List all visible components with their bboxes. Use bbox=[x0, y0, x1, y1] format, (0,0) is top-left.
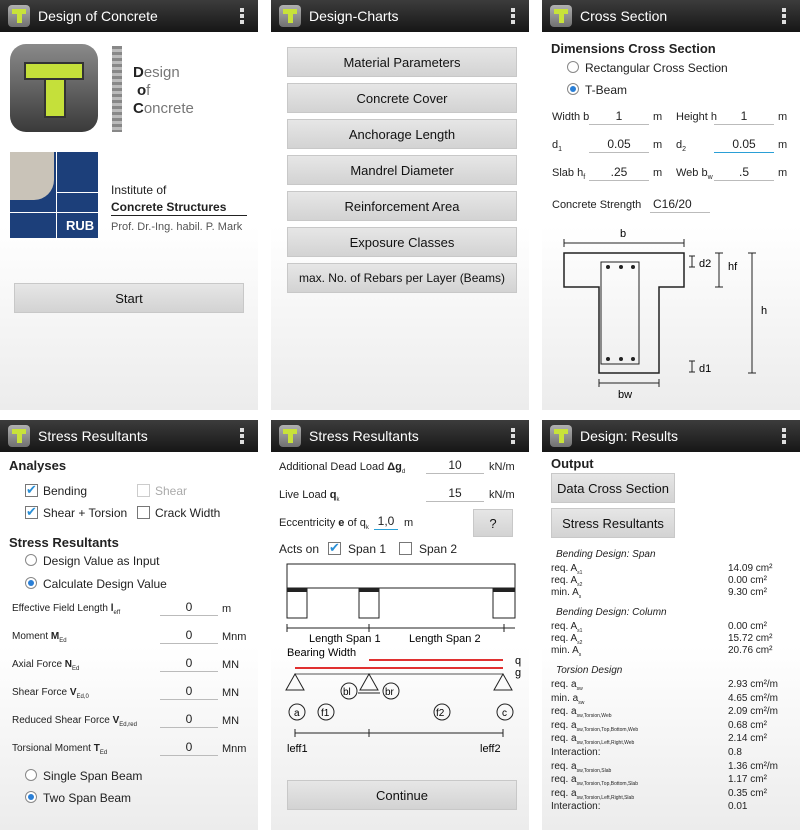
svg-text:d2: d2 bbox=[699, 258, 712, 270]
screen-title: Cross Section bbox=[580, 8, 668, 24]
row-label: Effective Field Length $l_{eff}$ bbox=[12, 603, 121, 616]
app-logo-icon bbox=[8, 5, 30, 27]
overflow-menu-icon[interactable] bbox=[782, 8, 786, 24]
tbeam-label: T-Beam bbox=[585, 83, 628, 97]
slab-input[interactable]: .25 bbox=[589, 165, 649, 181]
svg-text:f1: f1 bbox=[321, 708, 330, 719]
result-label: req. $a_{sw,Torsion,Top,Bottom,Web}$ bbox=[551, 719, 639, 733]
help-button[interactable]: ? bbox=[473, 509, 513, 537]
height-input[interactable]: 1 bbox=[714, 109, 774, 125]
row-label: Torsional Moment $T_{Ed}$ bbox=[12, 743, 108, 756]
unit-label: m bbox=[778, 111, 788, 123]
shear-torsion-label: Shear + Torsion bbox=[43, 506, 128, 520]
app-logo-icon bbox=[8, 425, 30, 447]
action-bar bbox=[542, 420, 800, 452]
result-value: 2.93 cm²/m bbox=[728, 679, 779, 690]
result-value: 0.8 bbox=[728, 747, 742, 758]
result-value: 0.35 cm² bbox=[728, 787, 767, 799]
result-value: 0.00 cm² bbox=[728, 575, 767, 586]
result-label: Interaction: bbox=[551, 801, 601, 813]
overflow-menu-icon[interactable] bbox=[511, 8, 515, 24]
crack-width-checkbox[interactable] bbox=[137, 506, 150, 519]
screen-cross-section bbox=[542, 0, 800, 410]
slab-label: Slab $h_f$ bbox=[552, 167, 586, 182]
screen-home bbox=[0, 0, 258, 410]
row-label: Reduced Shear Force $V_{Ed,red}$ bbox=[12, 715, 137, 728]
unit-label: m bbox=[653, 111, 663, 123]
bending-label: Bending bbox=[43, 484, 88, 498]
result-label: req. $a_{sw,Torsion,Web}$ bbox=[551, 706, 612, 720]
shear-label: Shear bbox=[155, 484, 188, 498]
result-value: 4.65 cm²/m bbox=[728, 692, 779, 704]
action-bar bbox=[271, 0, 529, 32]
result-label: req. $A_{s1}$ bbox=[551, 621, 583, 634]
max-rebars-button[interactable]: max. No. of Rebars per Layer (Beams) bbox=[287, 263, 517, 293]
svg-text:leff2: leff2 bbox=[480, 743, 501, 755]
reduced-shear-input[interactable]: 0 bbox=[160, 712, 218, 728]
web-label: Web $b_w$ bbox=[676, 167, 713, 182]
svg-text:g: g bbox=[515, 667, 522, 679]
screen-stress-resultants bbox=[0, 420, 258, 830]
overflow-menu-icon[interactable] bbox=[240, 428, 244, 444]
svg-text:bw: bw bbox=[618, 389, 633, 401]
app-logo-icon bbox=[550, 425, 572, 447]
svg-text:c: c bbox=[502, 708, 507, 719]
result-value: 0.00 cm² bbox=[728, 621, 767, 632]
institute-line1: Institute of bbox=[111, 183, 167, 197]
screen-results bbox=[542, 420, 800, 830]
overflow-menu-icon[interactable] bbox=[240, 8, 244, 24]
svg-text:b: b bbox=[620, 228, 627, 240]
data-cross-section-button[interactable]: Data Cross Section bbox=[551, 473, 675, 503]
result-value: 15.72 cm² bbox=[728, 633, 773, 644]
overflow-menu-icon[interactable] bbox=[511, 428, 515, 444]
calculate-design-radio[interactable] bbox=[25, 577, 37, 589]
d1-label: $d_1$ bbox=[552, 139, 563, 154]
rub-logo: RUB bbox=[10, 152, 98, 238]
unit-label: kN/m bbox=[489, 489, 515, 501]
d2-input[interactable]: 0.05 bbox=[714, 137, 774, 153]
app-logo bbox=[10, 44, 98, 132]
action-bar bbox=[271, 420, 529, 452]
mandrel-diameter-button[interactable]: Mandrel Diameter bbox=[287, 155, 517, 185]
section-heading: Dimensions Cross Section bbox=[551, 41, 716, 56]
result-label: req. $a_{sw,Torsion,Left,Right,Web}$ bbox=[551, 733, 635, 747]
screen-stress-resultants-loads bbox=[271, 420, 529, 830]
result-label: req. $A_{s2}$ bbox=[551, 633, 583, 646]
d2-label: $d_2$ bbox=[676, 139, 687, 154]
single-span-label: Single Span Beam bbox=[43, 769, 143, 783]
acts-on-label: Acts on bbox=[279, 542, 320, 556]
beam-diagram bbox=[271, 560, 529, 760]
action-bar bbox=[0, 420, 258, 452]
reinforcement-area-button[interactable]: Reinforcement Area bbox=[287, 191, 517, 221]
svg-text:leff1: leff1 bbox=[287, 743, 308, 755]
screen-title: Design: Results bbox=[580, 428, 679, 444]
stress-resultants-heading: Stress Resultants bbox=[9, 535, 119, 550]
rebar-graphic bbox=[112, 46, 122, 132]
result-label: req. $A_{s1}$ bbox=[551, 563, 583, 576]
app-logo-icon bbox=[279, 425, 301, 447]
result-label: min. $A_s$ bbox=[551, 645, 582, 658]
svg-text:br: br bbox=[385, 687, 394, 698]
eccentricity-input[interactable]: 1,0 bbox=[374, 514, 398, 530]
calculate-design-label: Calculate Design Value bbox=[43, 577, 167, 591]
shear-torsion-checkbox[interactable] bbox=[25, 506, 38, 519]
span2-label: Span 2 bbox=[419, 542, 458, 556]
rect-label: Rectangular Cross Section bbox=[585, 61, 728, 75]
result-label: min. $A_s$ bbox=[551, 587, 582, 600]
bending-checkbox[interactable] bbox=[25, 484, 38, 497]
unit-label: m bbox=[653, 139, 663, 151]
svg-text:Length Span 2: Length Span 2 bbox=[409, 633, 481, 645]
two-span-label: Two Span Beam bbox=[43, 791, 132, 805]
unit-label: m bbox=[222, 603, 232, 615]
unit-label: kN/m bbox=[489, 461, 515, 473]
web-input[interactable]: .5 bbox=[714, 165, 774, 181]
svg-text:h: h bbox=[761, 305, 768, 317]
results-section-heading: Bending Design: Column bbox=[556, 607, 667, 618]
result-label: req. $a_{sw,Torsion,Top,Bottom,Slab}$ bbox=[551, 774, 638, 788]
row-label: Shear Force $V_{Ed,0}$ bbox=[12, 687, 89, 700]
row-label: Axial Force $N_{Ed}$ bbox=[12, 659, 80, 672]
height-label: Height h bbox=[676, 111, 717, 123]
span1-label: Span 1 bbox=[348, 542, 387, 556]
overflow-menu-icon[interactable] bbox=[782, 428, 786, 444]
unit-label: MN bbox=[222, 659, 240, 671]
svg-text:bl: bl bbox=[343, 687, 351, 698]
brand-text: Design of Concrete bbox=[133, 64, 194, 117]
result-label: req. $A_{s2}$ bbox=[551, 575, 583, 588]
screen-title: Design of Concrete bbox=[38, 8, 158, 24]
analyses-heading: Analyses bbox=[9, 458, 67, 473]
row-label: Moment $M_{Ed}$ bbox=[12, 631, 67, 644]
unit-label: Mnm bbox=[222, 631, 247, 643]
result-value: 9.30 cm² bbox=[728, 587, 767, 598]
stress-resultants-button[interactable]: Stress Resultants bbox=[551, 508, 675, 538]
dead-load-label: Additional Dead Load $\Delta g_d$ bbox=[279, 461, 406, 476]
action-bar bbox=[542, 0, 800, 32]
unit-label: m bbox=[404, 517, 414, 529]
material-parameters-button[interactable]: Material Parameters bbox=[287, 47, 517, 77]
axial-force-input[interactable]: 0 bbox=[160, 656, 218, 672]
svg-text:hf: hf bbox=[728, 261, 738, 273]
result-value: 0.68 cm² bbox=[728, 719, 767, 731]
anchorage-length-button[interactable]: Anchorage Length bbox=[287, 119, 517, 149]
screen-title: Design-Charts bbox=[309, 8, 399, 24]
svg-text:Bearing Width: Bearing Width bbox=[287, 647, 357, 659]
exposure-classes-button[interactable]: Exposure Classes bbox=[287, 227, 517, 257]
result-label: req. $a_{sw,Torsion,Left,Right,Slab}$ bbox=[551, 787, 635, 801]
live-load-label: Live Load $q_k$ bbox=[279, 489, 340, 504]
d1-input[interactable]: 0.05 bbox=[589, 137, 649, 153]
result-value: 0.01 bbox=[728, 801, 748, 813]
design-value-label: Design Value as Input bbox=[43, 554, 160, 568]
result-value: 1.36 cm²/m bbox=[728, 760, 779, 772]
shear-checkbox[interactable] bbox=[137, 484, 150, 497]
start-button[interactable]: Start bbox=[14, 283, 244, 313]
result-value: 2.14 cm² bbox=[728, 733, 767, 745]
result-value: 2.09 cm²/m bbox=[728, 706, 779, 718]
professor: Prof. Dr.-Ing. habil. P. Mark bbox=[111, 221, 243, 233]
span2-checkbox[interactable] bbox=[399, 542, 412, 555]
app-logo-icon bbox=[279, 5, 301, 27]
results-section-heading: Bending Design: Span bbox=[556, 549, 656, 560]
screen-title: Stress Resultants bbox=[38, 428, 148, 444]
unit-label: m bbox=[653, 167, 663, 179]
unit-label: MN bbox=[222, 715, 240, 727]
app-logo-icon bbox=[550, 5, 572, 27]
svg-text:Length Span 1: Length Span 1 bbox=[309, 633, 381, 645]
result-label: req. $a_{sw,Torsion,Slab}$ bbox=[551, 760, 612, 774]
continue-button[interactable]: Continue bbox=[287, 780, 517, 810]
concrete-strength-select[interactable]: C16/20 bbox=[650, 197, 710, 213]
result-value: 1.17 cm² bbox=[728, 774, 767, 786]
unit-label: m bbox=[778, 167, 788, 179]
unit-label: m bbox=[778, 139, 788, 151]
torsional-moment-input[interactable]: 0 bbox=[160, 740, 218, 756]
shear-force-input[interactable]: 0 bbox=[160, 684, 218, 700]
svg-text:a: a bbox=[294, 708, 300, 719]
result-value: 14.09 cm² bbox=[728, 563, 773, 574]
width-input[interactable]: 1 bbox=[589, 109, 649, 125]
unit-label: Mnm bbox=[222, 743, 247, 755]
results-section-heading: Torsion Design bbox=[556, 665, 623, 676]
two-span-radio[interactable] bbox=[25, 791, 37, 803]
eccentricity-label: Eccentricity e of $q_k$ bbox=[279, 517, 369, 532]
concrete-strength-label: Concrete Strength bbox=[552, 199, 642, 211]
svg-text:d1: d1 bbox=[699, 363, 712, 375]
result-label: req. $a_{sw}$ bbox=[551, 679, 583, 692]
design-value-radio[interactable] bbox=[25, 554, 37, 566]
result-label: min. $a_{sw}$ bbox=[551, 692, 585, 706]
dead-load-input[interactable]: 10 bbox=[426, 458, 484, 474]
unit-label: MN bbox=[222, 687, 240, 699]
moment-input[interactable]: 0 bbox=[160, 628, 218, 644]
rect-radio[interactable] bbox=[567, 61, 579, 73]
span1-checkbox[interactable] bbox=[328, 542, 341, 555]
screen-design-charts bbox=[271, 0, 529, 410]
crack-width-label: Crack Width bbox=[155, 506, 221, 520]
svg-text:q: q bbox=[515, 655, 522, 667]
live-load-input[interactable]: 15 bbox=[426, 486, 484, 502]
width-label: Width b bbox=[552, 111, 590, 123]
result-label: Interaction: bbox=[551, 747, 601, 758]
single-span-radio[interactable] bbox=[25, 769, 37, 781]
svg-text:f2: f2 bbox=[436, 708, 445, 719]
concrete-cover-button[interactable]: Concrete Cover bbox=[287, 83, 517, 113]
screen-title: Stress Resultants bbox=[309, 428, 419, 444]
eff-length-input[interactable]: 0 bbox=[160, 600, 218, 616]
output-heading: Output bbox=[551, 456, 594, 471]
action-bar bbox=[0, 0, 258, 32]
result-value: 20.76 cm² bbox=[728, 645, 773, 656]
institute-line2: Concrete Structures bbox=[111, 200, 247, 216]
tbeam-diagram bbox=[542, 225, 800, 405]
tbeam-radio[interactable] bbox=[567, 83, 579, 95]
